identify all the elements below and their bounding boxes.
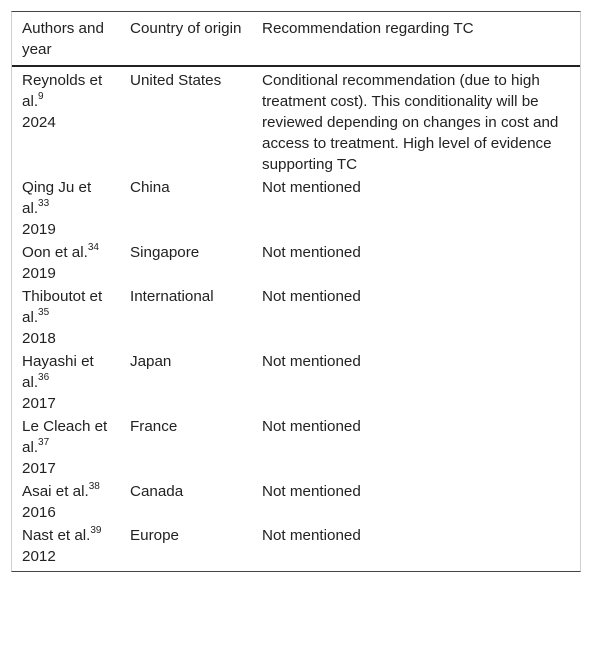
country-cell: International (130, 288, 214, 305)
recommendation-cell: Not mentioned (262, 288, 361, 305)
header-country: Country of origin (120, 12, 252, 66)
recommendation-cell: Not mentioned (262, 418, 361, 435)
reference-number[interactable]: 34 (87, 241, 99, 253)
year: 2016 (22, 504, 56, 521)
table-row (12, 242, 580, 286)
table-row (12, 177, 580, 242)
author-name: Asai et al. (22, 483, 89, 500)
guidelines-table-container (11, 11, 581, 572)
reference-number[interactable]: 39 (90, 524, 102, 536)
reference-number[interactable]: 9 (38, 90, 44, 102)
table-row (12, 525, 580, 571)
reference-number[interactable]: 36 (38, 371, 50, 383)
year: 2019 (22, 265, 56, 282)
table-row (12, 416, 580, 481)
reference-number[interactable]: 33 (38, 197, 50, 209)
table-row (12, 481, 580, 525)
year: 2024 (22, 114, 56, 131)
authors-year-cell (12, 525, 120, 571)
country-cell: France (130, 418, 178, 435)
year: 2017 (22, 460, 56, 477)
country-cell: Europe (130, 527, 179, 544)
recommendation-cell: Not mentioned (262, 527, 361, 544)
authors-year-cell (12, 286, 120, 351)
country-cell: Japan (130, 353, 172, 370)
year: 2012 (22, 548, 56, 565)
recommendation-cell: Not mentioned (262, 244, 361, 261)
country-cell: Singapore (130, 244, 200, 261)
author-name: Qing Ju et al. (22, 179, 92, 217)
recommendation-cell: Not mentioned (262, 483, 361, 500)
author-name: Le Cleach et al. (22, 418, 108, 456)
country-cell: Canada (130, 483, 184, 500)
author-name: Nast et al. (22, 527, 91, 544)
author-name: Reynolds et al. (22, 72, 103, 110)
reference-number[interactable]: 35 (38, 306, 50, 318)
year: 2018 (22, 330, 56, 347)
author-name: Oon et al. (22, 244, 88, 261)
year: 2019 (22, 221, 56, 238)
authors-year-cell (12, 351, 120, 416)
authors-year-cell (12, 242, 120, 286)
reference-number[interactable]: 37 (38, 436, 50, 448)
recommendation-cell: Conditional recommendation (due to high treatment cost). This conditionality will be reviewed depending on changes in cost and access to treatment. High level of evidence supporting TC (262, 72, 559, 173)
authors-year-cell (12, 66, 120, 177)
table-row (12, 351, 580, 416)
recommendation-cell: Not mentioned (262, 179, 361, 196)
table-row (12, 286, 580, 351)
author-name: Thiboutot et al. (22, 288, 103, 326)
author-name: Hayashi et al. (22, 353, 94, 391)
authors-year-cell (12, 177, 120, 242)
reference-number[interactable]: 38 (88, 480, 100, 492)
table-row (12, 66, 580, 177)
country-cell: United States (130, 72, 222, 89)
year: 2017 (22, 395, 56, 412)
header-authors-year: Authors and year (12, 12, 120, 66)
country-cell: China (130, 179, 170, 196)
authors-year-cell (12, 481, 120, 525)
header-recommendation: Recommendation regarding TC (252, 12, 580, 66)
guidelines-table (12, 12, 580, 571)
recommendation-cell: Not mentioned (262, 353, 361, 370)
table-header-row (12, 12, 580, 66)
authors-year-cell (12, 416, 120, 481)
